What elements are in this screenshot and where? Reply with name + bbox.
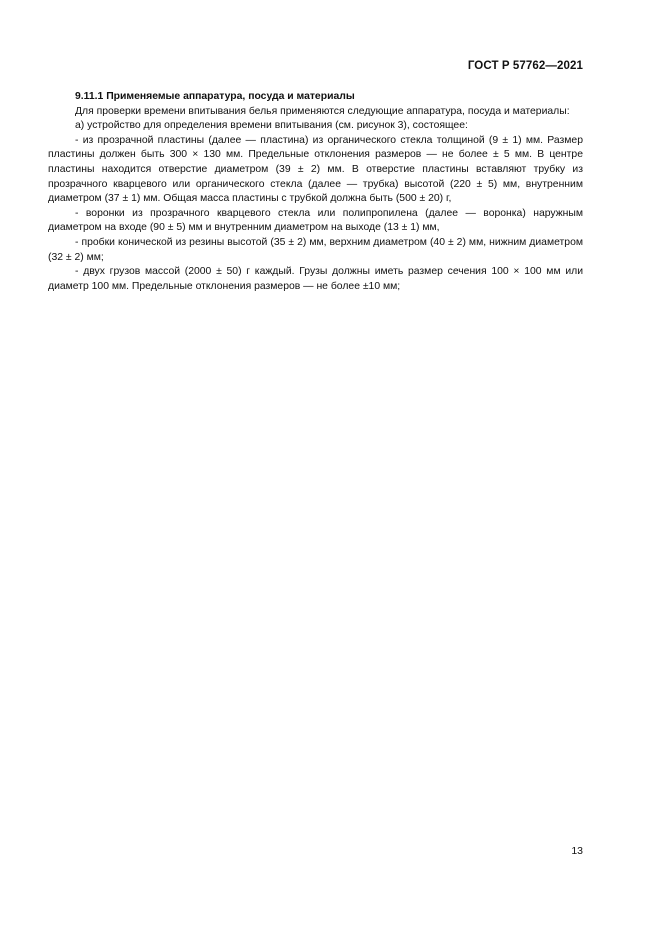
paragraph-intro: Для проверки времени впитывания белья применяются следующие аппаратура, посуда и материалы: bbox=[75, 105, 570, 117]
section-title: 9.11.1 Применяемые аппаратура, посуда и материалы bbox=[75, 91, 355, 102]
page-number: 13 bbox=[571, 845, 583, 857]
document-body bbox=[48, 90, 583, 294]
list-item-weights: - двух грузов массой (2000 ± 50) г каждый. Грузы должны иметь размер сечения 100 × 100 мм или диаметр 100 мм. Предельные отклонения размеров — не более ±10 мм; bbox=[48, 266, 583, 292]
document-code: ГОСТ Р 57762—2021 bbox=[467, 60, 583, 72]
list-item-stopper: - пробки конической из резины высотой (35 ± 2) мм, верхним диаметром (40 ± 2) мм, нижним диаметром (32 ± 2) мм; bbox=[48, 236, 583, 263]
list-item-funnel: - воронки из прозрачного кварцевого стекла или полипропилена (далее — воронка) наружным диаметром на входе (90 ± 5) мм и внутренним диаметром на выходе (13 ± 1) мм, bbox=[48, 207, 583, 234]
list-item-plate: - из прозрачной пластины (далее — пластина) из органического стекла толщиной (9 ± 1) мм. Размер пластины должен быть 300 × 130 мм. Предельные отклонения размеров — не более ± 5 мм. В центре пластины находится отверстие диаметром (39 ± 2) мм. В отверстие пластины вставляют трубку из прозрачного кварцевого или органического стекла (далее — трубка) высотой (220 ± 5) мм, внутренним диаметром (37 ± 1) мм. Общая масса пластины с трубкой должна быть (500 ± 20) г, bbox=[48, 134, 583, 205]
paragraph-item-a: а) устройство для определения времени впитывания (см. рисунок 3), состоящее: bbox=[75, 120, 468, 132]
